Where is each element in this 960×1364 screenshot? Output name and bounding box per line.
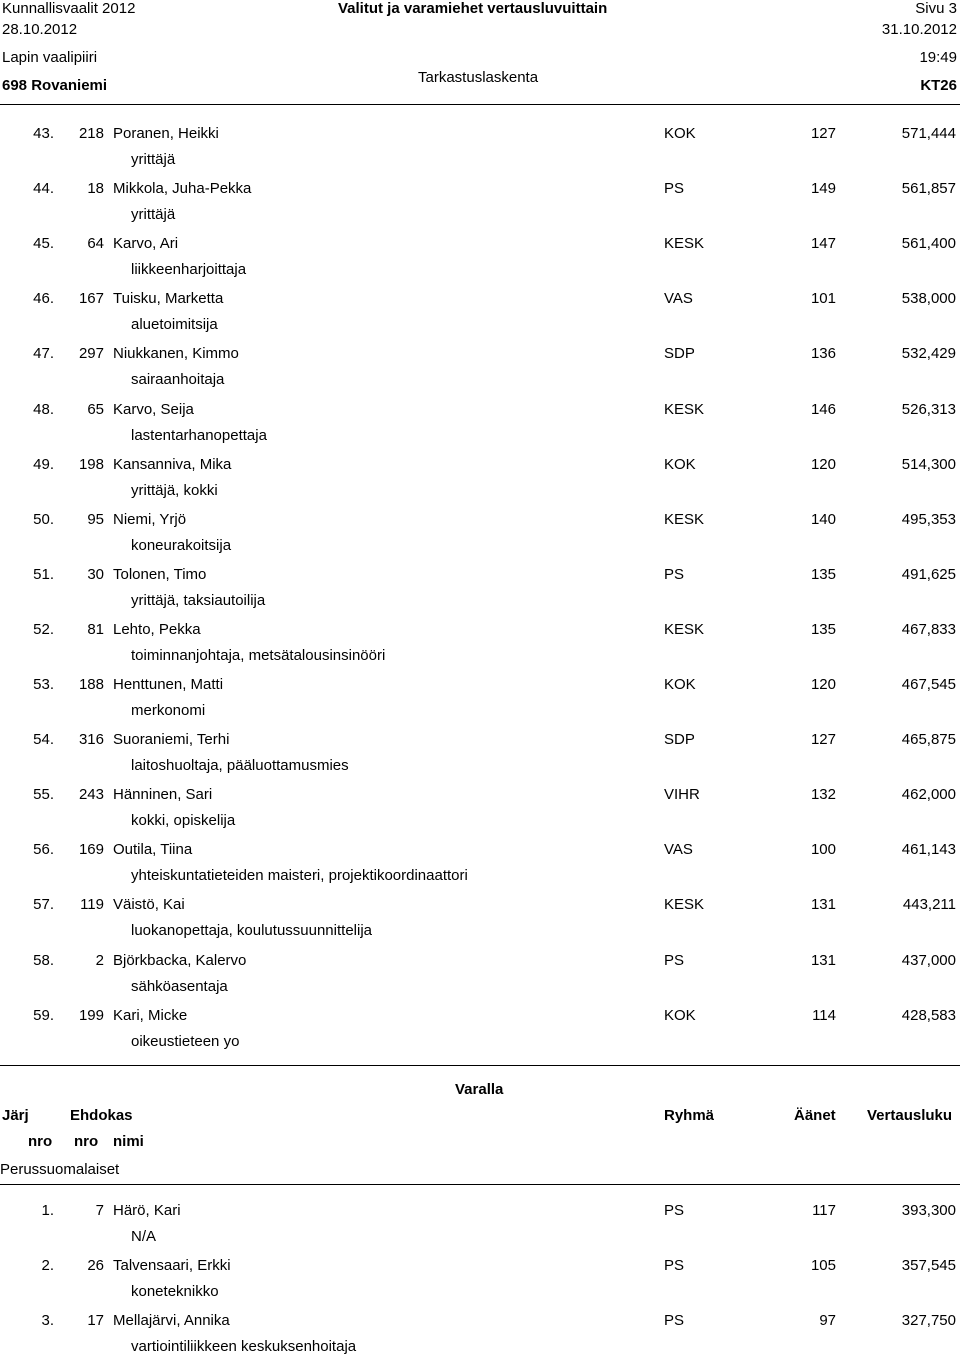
col-rank-header-nro: nro xyxy=(28,1133,53,1150)
rank-number: 1. xyxy=(41,1202,54,1219)
candidate-number: 18 xyxy=(87,180,104,198)
party-group: PS xyxy=(664,1202,685,1219)
party-group: VIHR xyxy=(664,786,700,804)
candidate-name: Tolonen, Timo xyxy=(113,565,207,583)
candidate-occupation: vartiointiliikkeen keskuksenhoitaja xyxy=(131,1338,357,1356)
comparison-number: 571,444 xyxy=(901,125,956,142)
rank-number: 54. xyxy=(33,731,54,749)
candidate-name: Poranen, Heikki xyxy=(113,125,219,142)
candidate-name: Suoraniemi, Terhi xyxy=(113,731,230,749)
deputies-title: Varalla xyxy=(455,1081,504,1098)
candidate-name: Niemi, Yrjö xyxy=(113,510,187,528)
comparison-number: 538,000 xyxy=(901,290,956,308)
vote-count: 149 xyxy=(810,180,836,198)
vote-count: 140 xyxy=(810,510,836,528)
rank-number: 44. xyxy=(33,180,54,198)
rank-number: 57. xyxy=(33,896,54,914)
vote-count: 101 xyxy=(810,290,836,308)
print-time: 19:49 xyxy=(919,49,957,66)
comparison-number: 428,583 xyxy=(901,1006,956,1024)
party-group: VAS xyxy=(664,841,693,859)
candidate-name: Hänninen, Sari xyxy=(113,786,213,804)
comparison-number: 443,211 xyxy=(902,896,956,914)
candidate-occupation: sähköasentaja xyxy=(131,977,228,995)
party-group: KOK xyxy=(664,455,696,473)
report-title: Valitut ja varamiehet vertausluvuittain xyxy=(338,0,608,17)
report-subtitle: Tarkastuslaskenta xyxy=(418,69,539,86)
comparison-number: 357,545 xyxy=(901,1257,956,1275)
vote-count: 135 xyxy=(810,565,836,583)
candidate-number: 30 xyxy=(87,565,104,583)
table-row xyxy=(0,235,960,287)
rank-number: 52. xyxy=(33,620,54,638)
rank-number: 49. xyxy=(33,455,54,473)
col-group-header: Ryhmä xyxy=(664,1107,715,1124)
candidate-name: Karvo, Ari xyxy=(113,235,179,253)
candidate-name: Karvo, Seija xyxy=(113,400,194,418)
candidate-occupation: koneurakoitsija xyxy=(131,536,232,554)
party-group: PS xyxy=(664,1257,685,1275)
table-row xyxy=(0,180,960,232)
comparison-number: 491,625 xyxy=(901,565,956,583)
col-candidate-name-header: nimi xyxy=(113,1133,144,1150)
table-row xyxy=(0,1312,960,1364)
candidate-occupation: yrittäjä xyxy=(131,206,176,224)
report-code: KT26 xyxy=(920,77,957,94)
candidate-name: Kari, Micke xyxy=(113,1006,188,1024)
candidate-occupation: koneteknikko xyxy=(131,1283,219,1301)
candidate-name: Björkbacka, Kalervo xyxy=(113,951,247,969)
table-row xyxy=(0,896,960,948)
candidate-number: 64 xyxy=(87,235,104,253)
table-row xyxy=(0,401,960,453)
candidate-occupation: laitoshuoltaja, pääluottamusmies xyxy=(131,757,349,775)
candidate-name: Väistö, Kai xyxy=(113,896,185,914)
candidate-occupation: luokanopettaja, koulutussuunnittelija xyxy=(131,922,373,940)
party-group: KESK xyxy=(664,400,705,418)
vote-count: 100 xyxy=(810,841,836,859)
comparison-number: 465,875 xyxy=(901,731,956,749)
party-group: KOK xyxy=(664,676,696,693)
comparison-number: 461,143 xyxy=(901,841,956,859)
candidate-occupation: yrittäjä xyxy=(131,151,176,168)
rank-number: 51. xyxy=(33,565,54,583)
comparison-number: 467,545 xyxy=(901,676,956,693)
vote-count: 117 xyxy=(812,1202,836,1219)
vote-count: 131 xyxy=(810,951,836,969)
vote-count: 114 xyxy=(812,1006,836,1024)
candidate-occupation: sairaanhoitaja xyxy=(131,371,225,389)
header-divider xyxy=(0,104,960,105)
party-group: KESK xyxy=(664,620,705,638)
candidate-number: 81 xyxy=(87,620,104,638)
comparison-number: 393,300 xyxy=(901,1202,956,1219)
comparison-number: 495,353 xyxy=(901,510,956,528)
candidate-name: Härö, Kari xyxy=(113,1202,181,1219)
candidate-number: 218 xyxy=(78,125,104,142)
party-group: SDP xyxy=(664,731,695,749)
rank-number: 48. xyxy=(33,400,54,418)
rank-number: 3. xyxy=(41,1312,54,1330)
comparison-number: 561,400 xyxy=(901,235,956,253)
candidate-name: Mellajärvi, Annika xyxy=(113,1312,230,1330)
table-row xyxy=(0,621,960,673)
vote-count: 120 xyxy=(810,676,836,693)
rank-number: 45. xyxy=(33,235,54,253)
rank-number: 53. xyxy=(33,676,54,693)
comparison-number: 526,313 xyxy=(901,400,956,418)
comparison-number: 514,300 xyxy=(901,455,956,473)
candidate-number: 243 xyxy=(78,786,104,804)
comparison-number: 437,000 xyxy=(901,951,956,969)
col-rank-header: Järj xyxy=(2,1107,29,1124)
party-group: KESK xyxy=(664,235,705,253)
vote-count: 105 xyxy=(810,1257,836,1275)
table-row xyxy=(0,345,960,397)
vote-count: 135 xyxy=(810,620,836,638)
col-candidate-no-header: nro xyxy=(74,1133,99,1150)
comparison-number: 532,429 xyxy=(901,345,956,363)
party-group: KESK xyxy=(664,896,705,914)
candidate-number: 316 xyxy=(78,731,104,749)
candidate-name: Talvensaari, Erkki xyxy=(113,1257,231,1275)
party-group: PS xyxy=(664,180,685,198)
page-number: Sivu 3 xyxy=(915,0,957,17)
rank-number: 2. xyxy=(41,1257,54,1275)
candidate-number: 198 xyxy=(78,455,104,473)
comparison-number: 327,750 xyxy=(901,1312,956,1330)
table-row xyxy=(0,1257,960,1309)
table-row xyxy=(0,952,960,1004)
party-group: PS xyxy=(664,565,685,583)
candidate-name: Niukkanen, Kimmo xyxy=(113,345,239,363)
vote-count: 132 xyxy=(810,786,836,804)
candidate-number: 188 xyxy=(78,676,104,693)
vote-count: 120 xyxy=(810,455,836,473)
rank-number: 43. xyxy=(33,125,54,142)
candidate-number: 65 xyxy=(87,400,104,418)
vote-count: 136 xyxy=(810,345,836,363)
party-group: KOK xyxy=(664,125,696,142)
table-row xyxy=(0,786,960,838)
candidate-number: 167 xyxy=(78,290,104,308)
table-row xyxy=(0,676,960,728)
candidate-number: 2 xyxy=(95,951,104,969)
municipality-name: 698 Rovaniemi xyxy=(2,77,108,94)
district-name: Lapin vaalipiiri xyxy=(2,49,98,66)
comparison-number: 467,833 xyxy=(901,620,956,638)
candidate-name: Henttunen, Matti xyxy=(113,676,224,693)
vote-count: 131 xyxy=(810,896,836,914)
candidate-number: 26 xyxy=(87,1257,104,1275)
section-divider xyxy=(0,1065,960,1066)
rank-number: 47. xyxy=(33,345,54,363)
election-date: 28.10.2012 xyxy=(2,21,78,38)
candidate-name: Mikkola, Juha-Pekka xyxy=(113,180,252,198)
candidate-occupation: yrittäjä, kokki xyxy=(131,481,218,499)
party-group: PS xyxy=(664,951,685,969)
table-row xyxy=(0,125,960,177)
candidate-name: Lehto, Pekka xyxy=(113,620,201,638)
candidate-occupation: yhteiskuntatieteiden maisteri, projektikoordinaattori xyxy=(131,867,468,885)
vote-count: 146 xyxy=(810,400,836,418)
candidate-occupation: lastentarhanopettaja xyxy=(131,426,267,444)
vote-count: 127 xyxy=(810,731,836,749)
candidate-number: 297 xyxy=(78,345,104,363)
vote-count: 147 xyxy=(810,235,836,253)
rank-number: 46. xyxy=(33,290,54,308)
candidate-number: 95 xyxy=(87,510,104,528)
table-row xyxy=(0,290,960,342)
table-row xyxy=(0,841,960,893)
party-group: SDP xyxy=(664,345,695,363)
candidate-name: Kansanniva, Mika xyxy=(113,455,232,473)
candidate-occupation: oikeustieteen yo xyxy=(131,1032,240,1050)
party-group: PS xyxy=(664,1312,685,1330)
candidate-occupation: merkonomi xyxy=(131,702,206,719)
rank-number: 58. xyxy=(33,951,54,969)
candidate-number: 199 xyxy=(78,1006,104,1024)
comparison-number: 561,857 xyxy=(901,180,956,198)
party-group: VAS xyxy=(664,290,693,308)
table-row xyxy=(0,1202,960,1254)
table-row xyxy=(0,456,960,508)
party-group: KESK xyxy=(664,510,705,528)
candidate-number: 169 xyxy=(78,841,104,859)
candidate-number: 119 xyxy=(80,896,104,914)
rank-number: 59. xyxy=(33,1006,54,1024)
candidate-occupation: N/A xyxy=(131,1228,157,1245)
print-date: 31.10.2012 xyxy=(881,21,957,38)
col-comparison-header: Vertausluku xyxy=(867,1107,953,1124)
candidate-name: Tuisku, Marketta xyxy=(113,290,224,308)
rank-number: 56. xyxy=(33,841,54,859)
candidate-occupation: liikkeenharjoittaja xyxy=(131,261,247,279)
party-divider xyxy=(0,1184,960,1185)
candidate-occupation: kokki, opiskelija xyxy=(131,812,236,830)
col-votes-header: Äänet xyxy=(794,1107,836,1124)
comparison-number: 462,000 xyxy=(901,786,956,804)
candidate-name: Outila, Tiina xyxy=(113,841,193,859)
rank-number: 55. xyxy=(33,786,54,804)
rank-number: 50. xyxy=(33,510,54,528)
candidate-occupation: toiminnanjohtaja, metsätalousinsinööri xyxy=(131,646,386,664)
table-row xyxy=(0,1007,960,1059)
vote-count: 127 xyxy=(810,125,836,142)
table-row xyxy=(0,731,960,783)
table-row xyxy=(0,566,960,618)
table-row xyxy=(0,511,960,563)
election-name: Kunnallisvaalit 2012 xyxy=(2,0,136,17)
candidate-occupation: yrittäjä, taksiautoilija xyxy=(131,591,266,609)
candidate-number: 17 xyxy=(87,1312,104,1330)
candidate-occupation: aluetoimitsija xyxy=(131,316,218,334)
col-candidate-header: Ehdokas xyxy=(70,1107,133,1124)
party-name: Perussuomalaiset xyxy=(0,1161,120,1178)
vote-count: 97 xyxy=(819,1312,836,1330)
party-group: KOK xyxy=(664,1006,696,1024)
candidate-number: 7 xyxy=(95,1202,104,1219)
